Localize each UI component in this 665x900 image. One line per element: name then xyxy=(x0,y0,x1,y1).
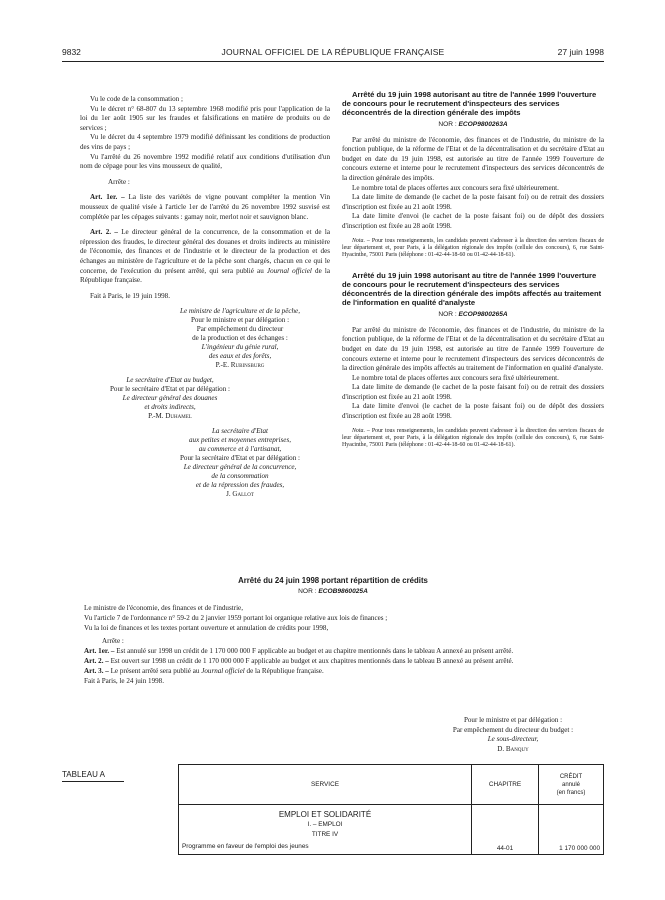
visa-1: Vu le code de la consommation ; xyxy=(90,95,183,103)
journal-title: JOURNAL OFFICIEL DE LA RÉPUBLIQUE FRANÇAISE xyxy=(221,47,445,57)
signature-line: Le sous-directeur, xyxy=(487,735,539,744)
bottom-article-1 xyxy=(62,646,604,656)
page-header xyxy=(62,47,604,59)
article-1-text: La liste des variétés de vigne pouvant compléter la mention Vin mousseux de qualité visée à l'article 1er de l'arrêté du 26 novembre 1992 susvisé est complétée par les cépages suivants : gamay noir, merlot noir et sauvignon blanc. xyxy=(80,193,331,221)
credit-header-line: CRÉDIT xyxy=(559,773,583,780)
header-rule xyxy=(62,61,604,62)
article-2-jo: Journal officiel xyxy=(266,266,312,275)
arrete-1-para: Par arrêté du ministre de l'économie, des finances et de l'industrie, du ministre de la fonction publique, de la réforme de l'Etat et de la décentralisation et du secrétaire d'Etat au budget en date du 19 juin 1998, est autorisée au titre de l'année 1999 l'ouverture de concours externe et interne pour le recrutement d'inspecteurs des services déconcentrés de la direction générale des impôts. xyxy=(342,135,604,182)
article-1-head: Art. 1er. – xyxy=(90,193,125,202)
note-text: Pour tous renseignements, les candidats peuvent s'adresser à la direction des services fiscaux de leur département et, pour Paris, à la délégation régionale des impôts (cellule des concours), 6, rue Saint-Hyacinthe, 75001 Paris (téléphone : 01-42-44-18-60 ou 01-42-44-18-61). xyxy=(342,427,604,449)
nor-code: ECOP9800263A xyxy=(458,121,508,128)
article-2-text: Le directeur général de la concurrence, de la consommation et de la répression des fraudes, le directeur général des douanes et droits indirects au ministère de l'économie, des finances et de l'industrie et le directeur de la production et des échanges au ministère de l'agriculture et de la pêche sont chargés, chacun en ce qui le concerne, de l'exécution du présent arrêté, qui sera publié au xyxy=(80,228,330,275)
arrete-1-para: La date limite de demande (le cachet de la poste faisant foi) ou de retrait des dossiers d'inscription est fixée au 21 août 1998. xyxy=(342,193,604,211)
arrete-1-para: Le nombre total de places offertes aux concours sera fixé ultérieurement. xyxy=(352,183,559,192)
arrete-label: Arrête : xyxy=(108,177,130,186)
nor-label: NOR : xyxy=(438,311,457,319)
col-chapitre-header: CHAPITRE xyxy=(472,765,539,805)
bottom-article-3-head: Art. 3. – xyxy=(84,667,109,675)
page-number: 9832 xyxy=(62,47,81,57)
bottom-article-3-jo: Journal officiel xyxy=(201,667,245,675)
arrete-1-title: Arrêté du 19 juin 1998 autorisant au titre de l'année 1999 l'ouverture de concours pour le recrutement d'inspecteurs des services déconcentrés de la direction générale des impôts xyxy=(342,90,597,117)
program-label: Programme en faveur de l'emploi des jeunes xyxy=(182,843,309,850)
bottom-intro: Vu l'article 7 de l'ordonnance n° 59-2 du 2 janvier 1959 portant loi organique relative aux lois de finances ; xyxy=(84,614,388,622)
signature-line: Le directeur général de la concurrence, xyxy=(183,463,297,472)
signature-line: Pour le ministre et par délégation : xyxy=(190,316,290,325)
bottom-intro: Vu la loi de finances et les textes portant ouverture et annulation de crédits pour 1998, xyxy=(84,624,329,632)
right-column xyxy=(342,90,604,449)
signature-line: Pour le secrétaire d'Etat et par délégation : xyxy=(109,385,231,394)
bottom-article-2-head: Art. 2. – xyxy=(84,657,109,665)
signature-line: de la consommation xyxy=(211,472,269,481)
col-credit-header xyxy=(539,765,604,805)
signature-line: Par empêchement du directeur du budget : xyxy=(452,725,574,734)
arrete-1-note xyxy=(342,238,604,260)
bottom-article-3 xyxy=(62,666,604,676)
signature-line: aux petites et moyennes entreprises, xyxy=(189,436,291,445)
bottom-fait: Fait à Paris, le 24 juin 1998. xyxy=(84,677,164,685)
subsection-heading: I. – EMPLOI xyxy=(307,821,343,828)
fait-a-paris: Fait à Paris, le 19 juin 1998. xyxy=(90,291,170,300)
signatory-name: J. Gallot xyxy=(226,490,254,499)
signature-line: et droits indirects, xyxy=(144,403,196,412)
bottom-article-1-head: Art. 1er. – xyxy=(84,647,115,655)
arrete-2-note xyxy=(342,428,604,450)
article-2 xyxy=(80,228,330,286)
signature-line: Pour le ministre et par délégation : xyxy=(463,716,563,724)
bottom-arrete-label: Arrête : xyxy=(102,637,124,645)
bottom-arrete-nor xyxy=(62,587,604,597)
chapitre-cell: 44-01 xyxy=(472,805,539,855)
arrete-2-para: Le nombre total de places offertes aux concours sera fixé ultérieurement. xyxy=(352,373,559,382)
arrete-1-para: La date limite d'envoi (le cachet de la poste faisant foi) ou de dépôt des dossiers d'inscription est fixée au 28 août 1998. xyxy=(342,212,604,230)
arrete-2-para: La date limite d'envoi (le cachet de la poste faisant foi) ou de dépôt des dossiers d'inscription est fixée au 28 août 1998. xyxy=(342,402,604,421)
visa-4: Vu l'arrêté du 26 novembre 1992 modifié relatif aux conditions d'utilisation d'un nom de cépage pour les vins mousseux de qualité, xyxy=(80,152,330,171)
article-1 xyxy=(80,193,330,222)
credit-header-line: annulé xyxy=(561,781,581,788)
credit-cell: 1 170 000 000 xyxy=(539,805,604,855)
signature-line: Pour la secrétaire d'Etat et par délégation : xyxy=(179,454,301,463)
bottom-signature xyxy=(400,716,604,754)
issue-date: 27 juin 1998 xyxy=(557,47,604,57)
bottom-arrete-title: Arrêté du 24 juin 1998 portant répartition de crédits xyxy=(238,576,428,585)
signature-line: des eaux et des forêts, xyxy=(208,352,272,361)
visa-2: Vu le décret n° 68-807 du 13 septembre 1968 modifié pris pour l'application de la loi du 1er août 1905 sur les fraudes et falsifications en matière de produits ou de services ; xyxy=(80,104,330,132)
note-text: Pour tous renseignements, les candidats peuvent s'adresser à la direction des services fiscaux de leur département et, pour Paris, à la délégation régionale des impôts (cellule des concours), 6, rue Saint-Hyacinthe, 75001 Paris (téléphone : 01-42-44-18-60 ou 01-42-44-18-61). xyxy=(342,237,604,258)
article-2-head: Art. 2. – xyxy=(90,228,118,237)
arrete-2-title: Arrêté du 19 juin 1998 autorisant au titre de l'année 1999 l'ouverture de concours pour le recrutement d'inspecteurs des services déconcentrés de la direction générale des impôts affectés au traitement de l'information en qualité d'analyste xyxy=(342,271,602,308)
nor-code: ECOP9800265A xyxy=(458,311,508,319)
signature-block-3 xyxy=(80,427,330,499)
tableau-a xyxy=(178,764,604,855)
signature-line: Le directeur général des douanes xyxy=(122,394,218,403)
signatory-name: P.-E. Rubinsburg xyxy=(215,361,265,370)
bottom-article-1-text: Est annulé sur 1998 un crédit de 1 170 000 000 F applicable au budget et au chapitre mentionnés dans le tableau A annexé au présent arrêté. xyxy=(114,647,514,655)
signature-line: La secrétaire d'Etat xyxy=(211,427,269,436)
arrete-2-para: Par arrêté du ministre de l'économie, des finances et de l'industrie, du ministre de la fonction publique, de la réforme de l'Etat et de la décentralisation et du secrétaire d'Etat au budget en date du 19 juin 1998, est autorisée au titre de l'année 1999 l'ouverture de concours externe et interne pour le recrutement d'inspecteurs des services déconcentrés de la direction générale des impôts affectés au traitement de l'information en qualité d'analyste. xyxy=(342,325,604,373)
bottom-title-block xyxy=(62,576,604,603)
bottom-article-2 xyxy=(62,656,604,666)
nor-code: ECOB9860025A xyxy=(318,588,368,595)
signature-block-2 xyxy=(80,376,330,421)
bottom-intro: Le ministre de l'économie, des finances et de l'industrie, xyxy=(84,604,243,612)
signature-line: et de la répression des fraudes, xyxy=(195,481,285,490)
nor-label: NOR : xyxy=(438,121,457,128)
signatory-name: P.-M. Duhamel xyxy=(148,412,192,421)
bottom-article-3-end: de la République française. xyxy=(244,667,324,675)
tableau-a-underline xyxy=(62,781,124,782)
signature-line: de la production et des échanges : xyxy=(192,334,288,343)
tableau-a-label: TABLEAU A xyxy=(62,770,105,779)
titre-heading: TITRE IV xyxy=(311,831,339,838)
signatory-name: D. Banquy xyxy=(497,744,529,753)
table-row xyxy=(179,805,604,855)
bottom-article-3-text: Le présent arrêté sera publié au xyxy=(108,667,202,675)
credit-header-line: (en francs) xyxy=(556,789,586,796)
signature-line: au commerce et à l'artisanat, xyxy=(198,445,282,454)
nor-label: NOR : xyxy=(298,588,317,595)
arrete-2-para: La date limite de demande (le cachet de la poste faisant foi) ou de retrait des dossiers d'inscription est fixée au 21 août 1998. xyxy=(342,383,604,401)
note-head: Nota. – xyxy=(352,427,370,434)
article-2-end: de la République française. xyxy=(80,266,330,285)
signature-line: Le ministre de l'agriculture et de la pêche, xyxy=(180,307,300,316)
bottom-article-2-text: Est ouvert sur 1998 un crédit de 1 170 000 000 F applicable au budget et aux chapitres mentionnés dans le tableau B annexé au présent arrêté. xyxy=(108,657,514,665)
col-service-header: SERVICE xyxy=(179,765,472,805)
bottom-body xyxy=(62,603,604,686)
signature-block-1 xyxy=(80,307,330,370)
left-column xyxy=(80,95,330,499)
section-heading: EMPLOI ET SOLIDARITÉ xyxy=(278,810,372,819)
arrete-1-nor xyxy=(342,120,604,130)
signature-line: Le secrétaire d'Etat au budget, xyxy=(126,376,214,385)
signature-line: Par empêchement du directeur xyxy=(196,325,284,334)
service-cell xyxy=(179,805,472,855)
arrete-2-nor xyxy=(342,310,604,320)
table-header-row xyxy=(179,765,604,805)
note-head: Nota. – xyxy=(352,237,370,244)
signature-line: L'ingénieur du génie rural, xyxy=(201,343,279,352)
visa-3: Vu le décret du 4 septembre 1979 modifié définissant les conditions de production des vins de pays ; xyxy=(80,133,330,151)
